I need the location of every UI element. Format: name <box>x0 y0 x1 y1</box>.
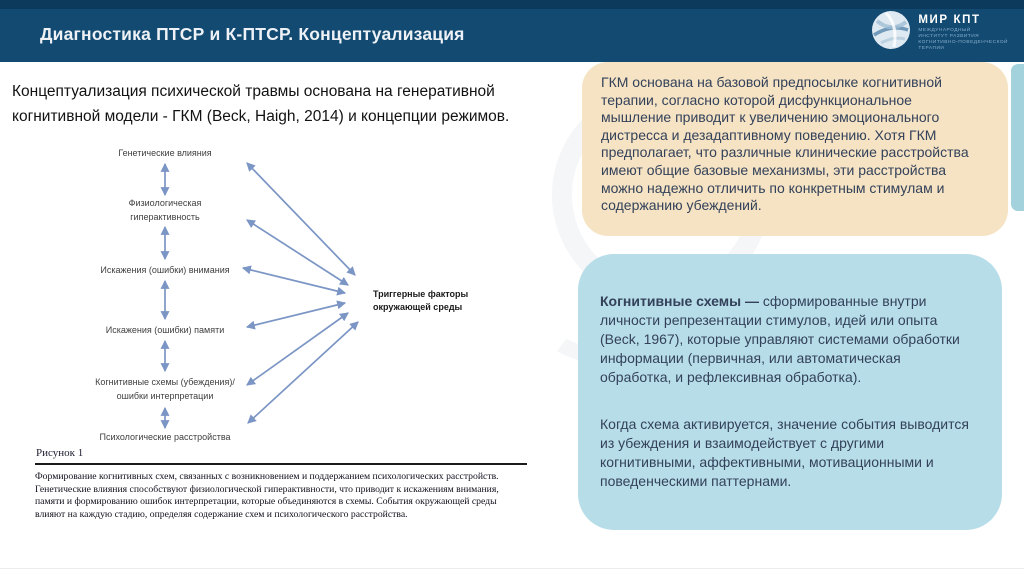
diagram-label: Когнитивные схемы (убеждения)/ <box>95 377 235 387</box>
callout-gcm-description <box>582 62 1008 236</box>
diagram-label: Триггерные факторы <box>373 289 469 299</box>
slide-header <box>0 0 1024 62</box>
page-title: Диагностика ПТСР и К-ПТСР. Концептуализация <box>40 24 465 44</box>
generative-cognitive-model-diagram <box>32 142 532 454</box>
logo <box>872 11 1008 54</box>
diagram-label: окружающей среды <box>373 302 463 312</box>
gcm-description-text: ГКМ основана на базовой предпосылке когнитивной терапии, согласно которой дисфункциональное мышление приводит к увеличению эмоционального дистресса и дезадаптивному поведению. Хотя ГКМ предполагает, что различные клинические расстройства имеют общие базовые механизмы, эти расстройства можно надежно отличить по конкретным стимулам и содержанию убеждений. <box>601 74 969 214</box>
figure-caption: Формирование когнитивных схем, связанных с возникновением и поддержанием психологических расстройств. Генетические влияния способствуют физиологической гиперактивности, что приводит к искажениям внимания, памяти и формированию ошибок интерпретации, которые объединяются в схемы. События окружающей среды влияют на каждую стадию, определяя содержание схем и психологического расстройства. <box>35 471 499 521</box>
diagram-label: ошибки интерпретации <box>116 391 214 401</box>
diagram-label: гиперактивность <box>130 212 200 222</box>
logo-text <box>918 14 1008 52</box>
diagram-label: Искажения (ошибки) памяти <box>105 325 225 335</box>
logo-name: МИР КПТ <box>918 13 981 26</box>
logo-subtitle: МЕЖДУНАРОДНЫЙ ИНСТИТУТ РАЗВИТИЯ КОГНИТИВНО-ПОВЕДЕНЧЕСКОЙ ТЕРАПИИ <box>918 27 1008 51</box>
figure-divider <box>35 463 527 465</box>
figure-number-label: Рисунок 1 <box>36 447 84 459</box>
globe-logo-icon <box>872 11 910 54</box>
intro-paragraph: Концептуализация психической травмы основана на генеративной когнитивной модели - ГКМ (Beck, Haigh, 2014) и концепции режимов. <box>12 83 510 125</box>
schemas-definition-text: Когнитивные схемы — сформированные внутри личности репрезентации стимулов, идей или опыта (Beck, 1967), которые управляют системами обработки информации (первичная, или автоматическая обработка, и рефлексивная обработка). <box>600 293 960 385</box>
schema-activation-text: Когда схема активируется, значение события выводится из убеждения и взаимодействует с другими когнитивными, аффективными, мотивационными и поведенческими паттернами. <box>600 416 969 489</box>
schemas-term: Когнитивные схемы — <box>600 293 763 309</box>
footer-divider-line <box>0 568 1024 569</box>
diagram-label: Искажения (ошибки) внимания <box>100 265 230 275</box>
diagram-label: Физиологическая <box>128 198 202 208</box>
diagram-label: Психологические расстройства <box>99 432 231 442</box>
edge-accent-strip <box>1011 64 1024 211</box>
diagram-label: Генетические влияния <box>118 148 212 158</box>
callout-cognitive-schemas <box>578 254 1002 530</box>
